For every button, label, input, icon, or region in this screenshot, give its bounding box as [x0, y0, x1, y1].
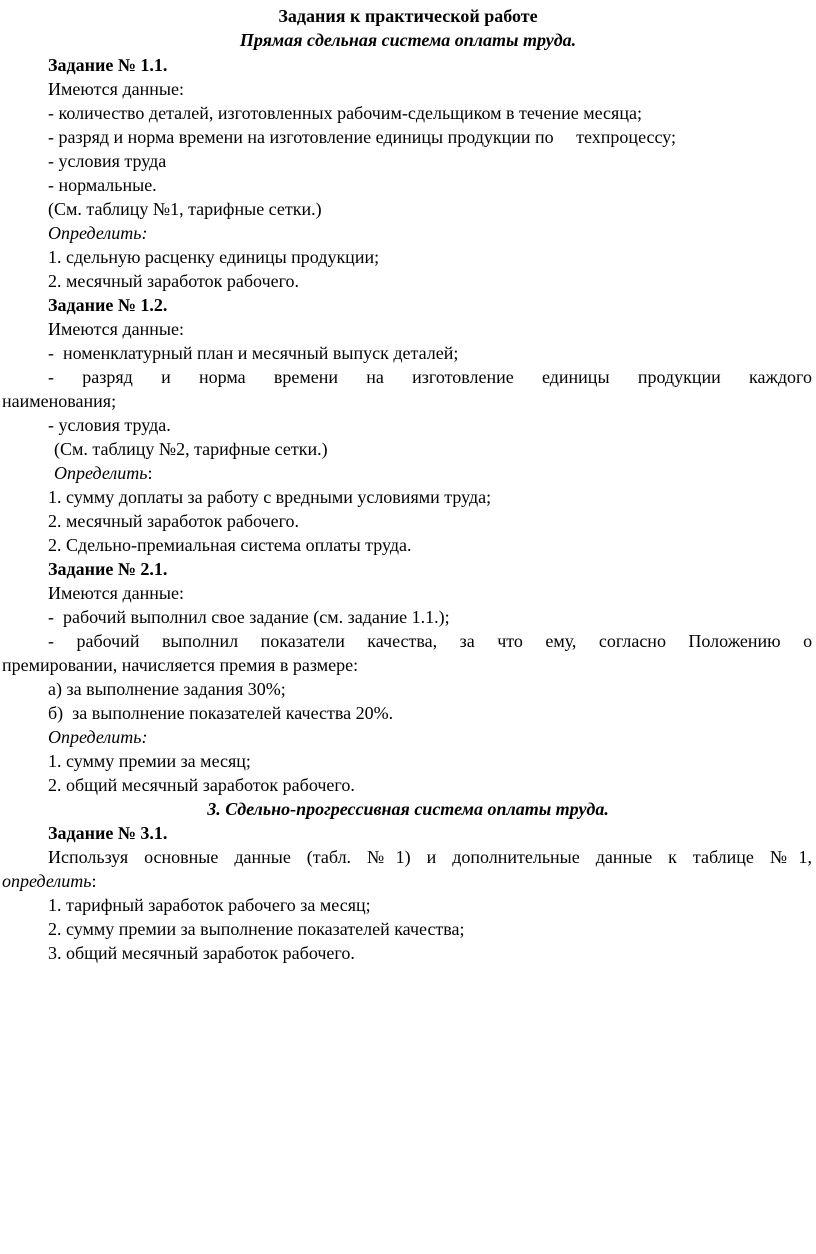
task-1-1-item: - разряд и норма времени на изготовление единицы продукции по техпроцессу;: [48, 127, 677, 147]
task-1-2-item: - номенклатурный план и месячный выпуск деталей;: [48, 343, 459, 363]
task-1-2-heading: Задание № 1.2.: [48, 295, 168, 315]
task-2-1-subitem: б) за выполнение показателей качества 20%.: [48, 703, 394, 723]
task-1-1-question: 2. месячный заработок рабочего.: [48, 271, 300, 291]
task-1-2-determine: Определить:: [54, 463, 153, 483]
section-2-title: 2. Сдельно-премиальная система оплаты труда.: [48, 535, 412, 555]
task-1-1-determine: Определить:: [48, 223, 148, 243]
task-1-2-reference: (См. таблицу №2, тарифные сетки.): [54, 439, 328, 459]
task-2-1-given: Имеются данные:: [48, 583, 184, 603]
task-3-1-question: 3. общий месячный заработок рабочего.: [48, 943, 355, 963]
task-3-1-question: 2. сумму премии за выполнение показателей качества;: [48, 919, 465, 939]
task-2-1-item: - рабочий выполнил свое задание (см. задание 1.1.);: [48, 607, 450, 627]
task-2-1-subitem: а) за выполнение задания 30%;: [48, 679, 286, 699]
task-1-2-item: - условия труда.: [48, 415, 171, 435]
section-3-title: 3. Сдельно-прогрессивная система оплаты труда.: [207, 799, 609, 819]
task-2-1-question: 1. сумму премии за месяц;: [48, 751, 251, 771]
task-1-2-item-continuation: наименования;: [2, 391, 117, 411]
task-2-1-determine: Определить:: [48, 727, 148, 747]
task-2-1-heading: Задание № 2.1.: [48, 559, 168, 579]
task-1-2-given: Имеются данные:: [48, 319, 184, 339]
task-3-1-determine: определить:: [2, 871, 97, 891]
task-1-1-given: Имеются данные:: [48, 79, 184, 99]
task-3-1-intro: Используя основные данные (табл. №1) и дополнительные данные к таблице №1,: [48, 847, 812, 867]
task-2-1-item-continuation: премировании, начисляется премия в размере:: [2, 655, 359, 675]
task-1-1-question: 1. сдельную расценку единицы продукции;: [48, 247, 380, 267]
task-1-2-item-justified: - разряд и норма времени на изготовление единицы продукции каждого: [48, 367, 812, 387]
section-1-title: Прямая сдельная система оплаты труда.: [239, 30, 577, 50]
document-title: Задания к практической работе: [278, 6, 538, 26]
task-1-1-heading: Задание № 1.1.: [48, 55, 168, 75]
task-1-1-item: - условия труда: [48, 151, 167, 171]
task-2-1-question: 2. общий месячный заработок рабочего.: [48, 775, 355, 795]
task-1-1-reference: (См. таблицу №1, тарифные сетки.): [48, 199, 322, 219]
task-3-1-question: 1. тарифный заработок рабочего за месяц;: [48, 895, 371, 915]
task-1-1-item: - нормальные.: [48, 175, 157, 195]
task-3-1-heading: Задание № 3.1.: [48, 823, 168, 843]
task-1-2-question: 1. сумму доплаты за работу с вредными условиями труда;: [48, 487, 492, 507]
task-1-2-question: 2. месячный заработок рабочего.: [48, 511, 300, 531]
task-2-1-item-justified: - рабочий выполнил показатели качества, за что ему, согласно Положению о: [48, 631, 813, 651]
task-1-1-item: - количество деталей, изготовленных рабочим-сдельщиком в течение месяца;: [48, 103, 642, 123]
